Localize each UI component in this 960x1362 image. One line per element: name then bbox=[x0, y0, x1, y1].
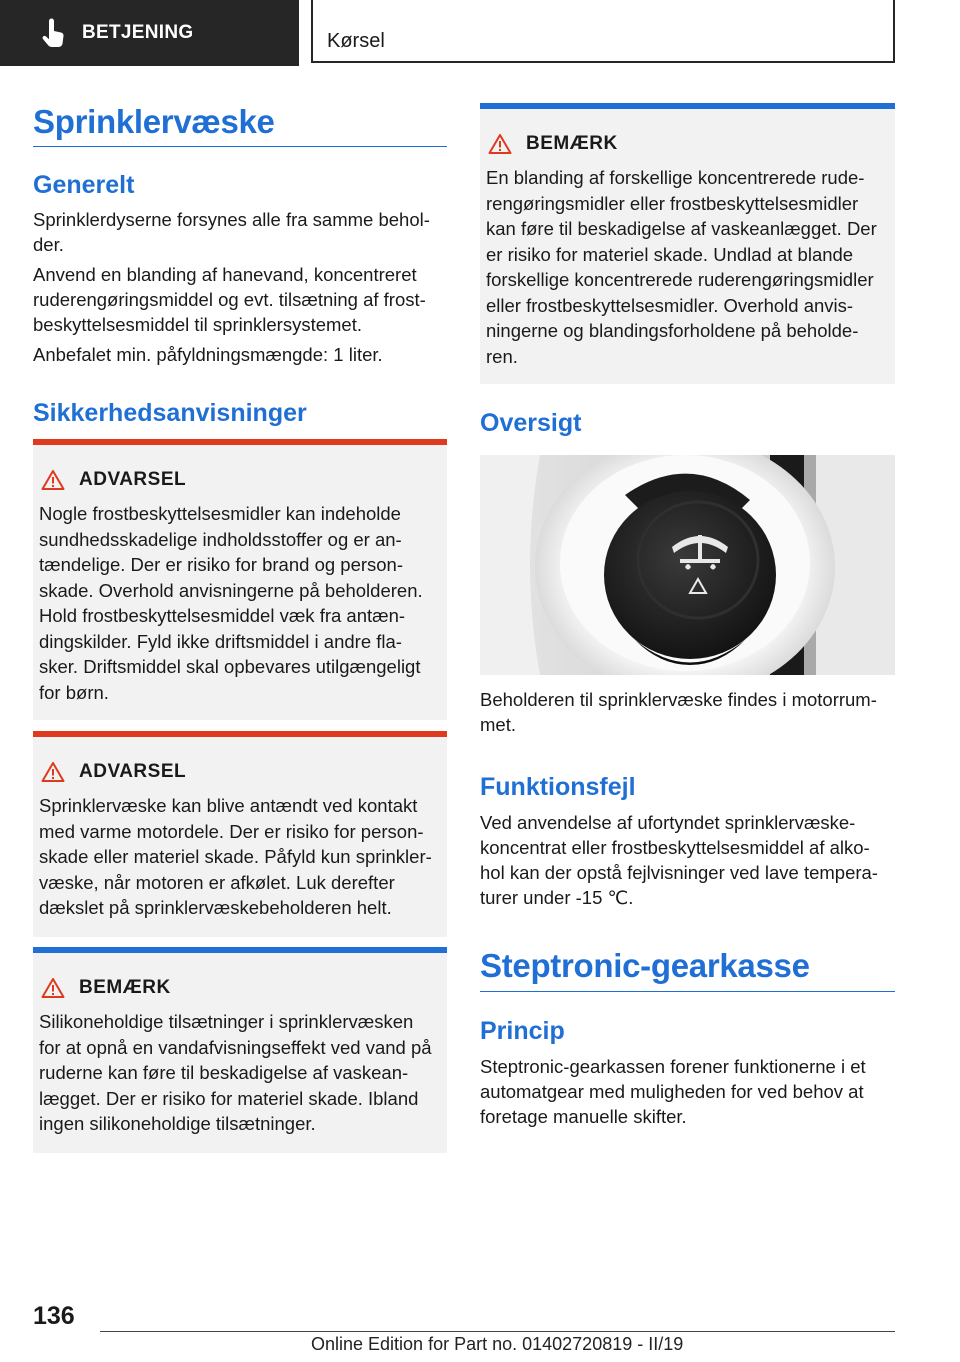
warning-title bbox=[41, 761, 186, 783]
edition-note: Online Edition for Part no. 01402720819 - II/19 bbox=[311, 1334, 684, 1354]
general-line: der. bbox=[33, 234, 64, 255]
page-number: 136 bbox=[33, 1302, 75, 1330]
note-line: ren. bbox=[486, 345, 518, 367]
warning-body bbox=[39, 793, 445, 921]
notice-triangle-icon bbox=[41, 977, 65, 999]
malfunction-line: Ved anvendelse af ufortyndet sprinklervæske- bbox=[480, 812, 856, 833]
warning-line: Sprinklervæske kan blive antændt ved kontakt bbox=[39, 795, 418, 816]
note-title bbox=[41, 977, 171, 999]
overview-heading: Oversigt bbox=[480, 409, 582, 437]
note-line: rengøringsmidler eller frostbeskyttelsesmidler bbox=[486, 192, 859, 214]
principle-text bbox=[480, 1054, 895, 1129]
warning-line: tændelige. Der er risiko for brand og person- bbox=[39, 554, 404, 575]
warning-bar bbox=[33, 731, 447, 737]
general-line: Sprinklerdyserne forsynes alle fra samme behol- bbox=[33, 209, 430, 230]
principle-heading: Princip bbox=[480, 1017, 565, 1045]
warning-line: dingskilder. Fyld ikke driftsmiddel i andre fla- bbox=[39, 630, 402, 652]
caption-line: met. bbox=[480, 714, 516, 735]
malfunction-line: koncentrat eller frostbeskyttelsesmiddel af alko- bbox=[480, 837, 870, 858]
note-title-text: BEMÆRK bbox=[79, 977, 171, 998]
general-line: Anvend en blanding af hanevand, koncentreret bbox=[33, 264, 417, 285]
warning-line: Hold frostbeskyttelsesmiddel væk fra antæn- bbox=[39, 605, 406, 626]
warning-line: væske, når motoren er afkølet. Luk derefter bbox=[39, 871, 395, 893]
note-line: En blanding af forskellige koncentrerede rude- bbox=[486, 167, 865, 188]
general-text bbox=[33, 207, 447, 367]
warning-title-text: ADVARSEL bbox=[79, 469, 187, 490]
note-line: lægget. Der er risiko for materiel skade. Ibland bbox=[39, 1087, 419, 1109]
overview-caption bbox=[480, 687, 895, 737]
warning-body bbox=[39, 501, 445, 705]
washer-reservoir-photo bbox=[480, 455, 895, 675]
note-body bbox=[39, 1009, 445, 1137]
chapter-label: Kørsel bbox=[327, 30, 385, 52]
warning-line: Nogle frostbeskyttelsesmidler kan indeholde bbox=[39, 503, 401, 524]
caption-line: Beholderen til sprinklervæske findes i motorrum- bbox=[480, 689, 877, 710]
general-heading: Generelt bbox=[33, 171, 135, 199]
warning-line: sundhedsskadelige indholdsstoffer og er an- bbox=[39, 528, 402, 550]
note-line: Silikoneholdige tilsætninger i sprinklervæsken bbox=[39, 1011, 414, 1032]
warning-line: for børn. bbox=[39, 681, 109, 703]
washer-cap-illustration bbox=[480, 455, 895, 675]
general-line: ruderengøringsmiddel og evt. tilsætning af frost- bbox=[33, 289, 426, 310]
note-line: ningerne og blandingsforholdene på beholde- bbox=[486, 320, 859, 341]
warning-line: dækslet på sprinklervæskebeholderen helt. bbox=[39, 897, 392, 918]
note-bar bbox=[33, 947, 447, 953]
malfunction-heading: Funktionsfejl bbox=[480, 773, 636, 801]
malfunction-line: turer under -15 ℃. bbox=[480, 887, 634, 908]
warning-box bbox=[33, 731, 447, 937]
chapter-tab bbox=[311, 0, 895, 63]
note-line: ruderne kan føre til beskadigelse af vaskean- bbox=[39, 1062, 409, 1083]
note-line: eller frostbeskyttelsesmidler. Overhold anvis- bbox=[486, 294, 854, 316]
note-line: for at opnå en vandafvisningseffekt ved vand på bbox=[39, 1036, 432, 1058]
general-line: beskyttelsesmiddel til sprinklersystemet. bbox=[33, 314, 362, 335]
title-rule bbox=[33, 146, 447, 147]
principle-line: Steptronic-gearkassen forener funktionerne i et bbox=[480, 1056, 866, 1077]
note-box bbox=[33, 947, 447, 1153]
note-body bbox=[486, 165, 893, 369]
section-tab bbox=[0, 0, 299, 66]
steptronic-title: Steptronic-gearkasse bbox=[480, 947, 810, 984]
steptronic-rule bbox=[480, 991, 895, 992]
warning-triangle-icon bbox=[41, 761, 65, 783]
warning-line: skade eller materiel skade. Påfyld kun sprinkler- bbox=[39, 846, 432, 867]
section-label: BETJENING bbox=[82, 22, 194, 43]
footer-rule bbox=[100, 1331, 895, 1332]
note-line: kan føre til beskadigelse af vaskeanlægget. Der bbox=[486, 218, 877, 239]
warning-line: skade. Overhold anvisningerne på beholderen. bbox=[39, 579, 423, 601]
principle-line: automatgear med muligheden for ved behov at bbox=[480, 1081, 864, 1102]
hand-pointer-icon bbox=[40, 18, 68, 48]
note-line: forskellige koncentrerede ruderengøringsmidler bbox=[486, 269, 874, 290]
general-line: Anbefalet min. påfyldningsmængde: 1 liter. bbox=[33, 344, 383, 365]
malfunction-text bbox=[480, 810, 895, 910]
warning-title bbox=[41, 469, 186, 491]
warning-box bbox=[33, 439, 447, 720]
note-title bbox=[488, 133, 618, 155]
warning-title-text: ADVARSEL bbox=[79, 761, 187, 782]
warning-line: med varme motordele. Der er risiko for person- bbox=[39, 820, 424, 842]
safety-heading: Sikkerhedsanvisninger bbox=[33, 399, 307, 427]
page-title: Sprinklervæske bbox=[33, 103, 275, 140]
principle-line: foretage manuelle skifter. bbox=[480, 1106, 687, 1127]
note-line: er risiko for materiel skade. Undlad at blande bbox=[486, 243, 854, 265]
notice-triangle-icon bbox=[488, 133, 512, 155]
note-line: ingen silikoneholdige tilsætninger. bbox=[39, 1113, 316, 1134]
warning-line: sker. Driftsmiddel skal opbevares utilgængeligt bbox=[39, 656, 421, 677]
warning-bar bbox=[33, 439, 447, 445]
note-title-text: BEMÆRK bbox=[526, 133, 618, 154]
note-bar bbox=[480, 103, 895, 109]
note-box bbox=[480, 103, 895, 384]
malfunction-line: hol kan der opstå fejlvisninger ved lave tempera- bbox=[480, 862, 878, 883]
warning-triangle-icon bbox=[41, 469, 65, 491]
